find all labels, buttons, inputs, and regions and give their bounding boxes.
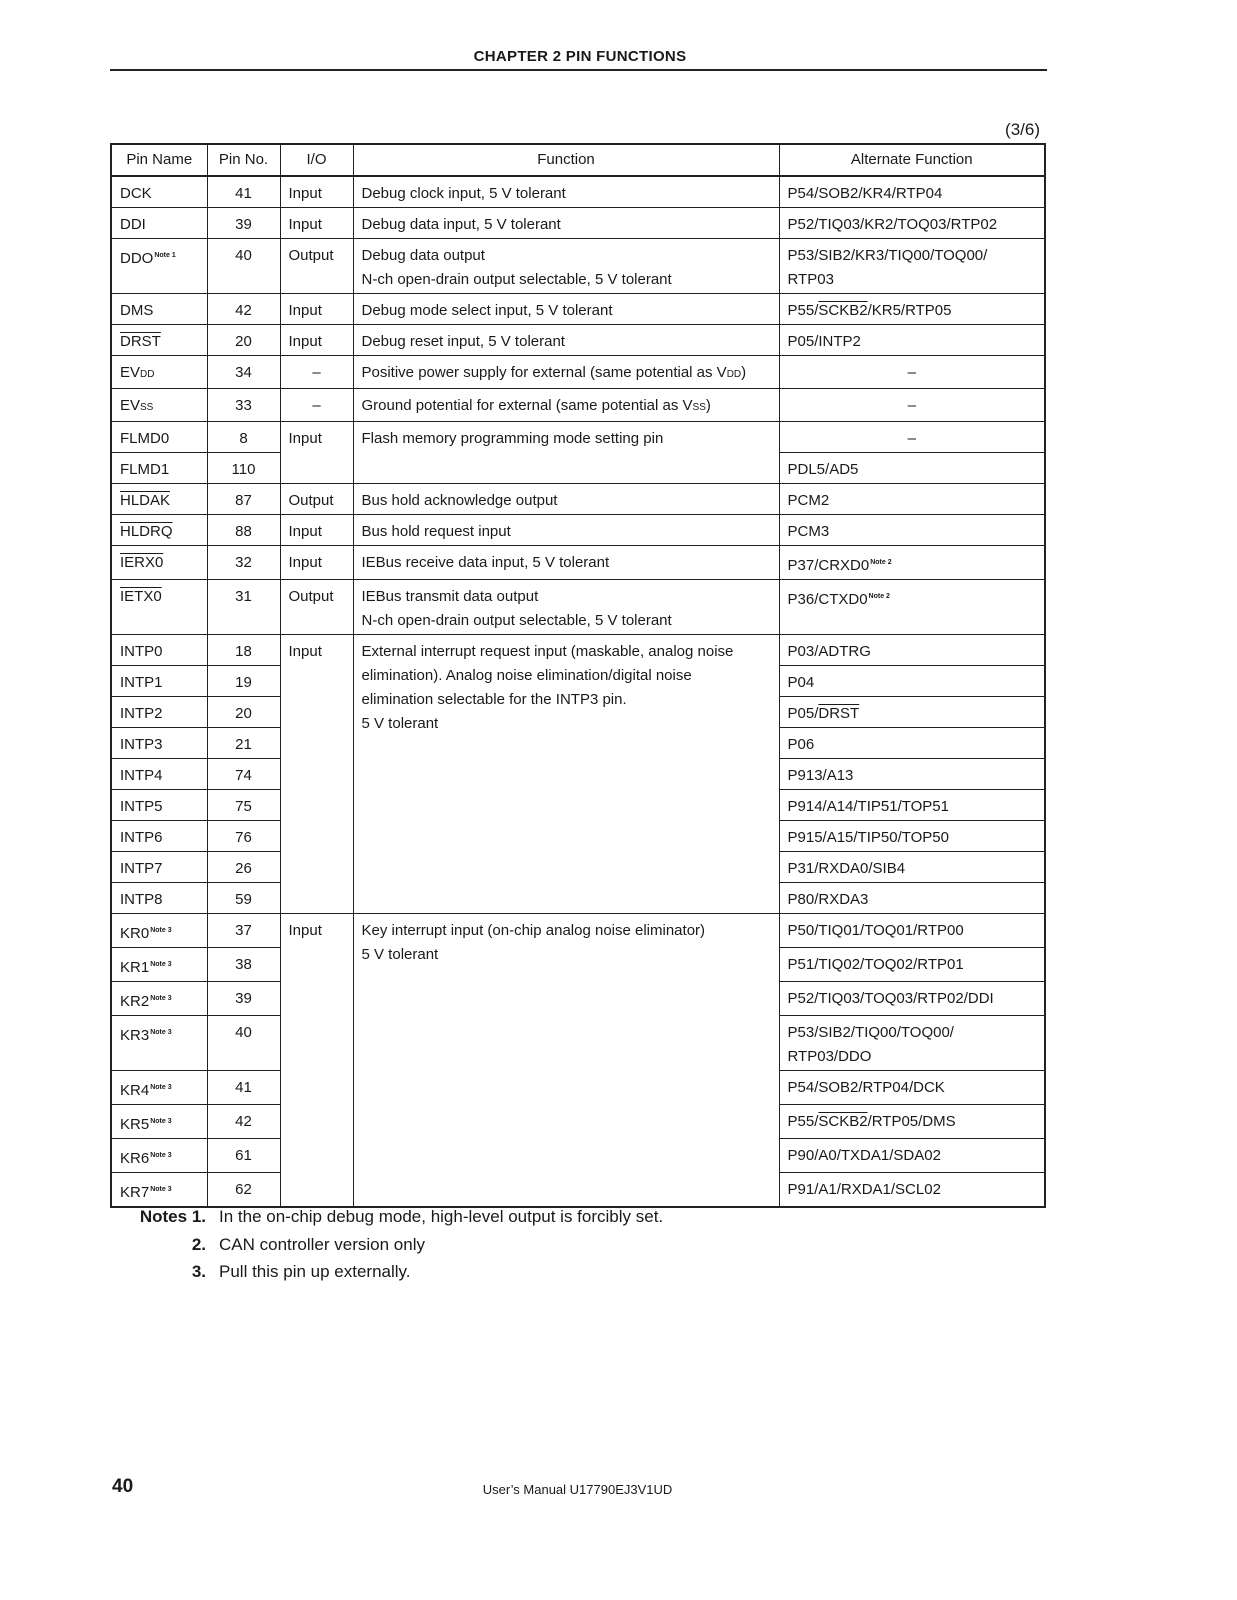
- pin-no: 18: [207, 635, 280, 666]
- pin-function: [353, 389, 779, 422]
- pin-name: FLMD0: [111, 422, 207, 453]
- pin-name: INTP4: [111, 759, 207, 790]
- pin-name-overline: HLDAK: [120, 492, 171, 509]
- table-row: [111, 208, 1045, 239]
- pin-alt: [779, 239, 1045, 294]
- notes-section: [137, 1203, 663, 1286]
- pin-alt: P91/A1/RXDA1/SCL02: [779, 1173, 1045, 1208]
- pin-io: Input: [280, 546, 353, 580]
- pin-no: 87: [207, 484, 280, 515]
- pin-name: [111, 1139, 207, 1173]
- table-row: [111, 325, 1045, 356]
- col-pin-name: Pin Name: [111, 144, 207, 176]
- pin-function: [353, 580, 779, 635]
- alt-line: RTP03/DDO: [787, 1048, 872, 1065]
- table-row: [111, 515, 1045, 546]
- pin-no: 40: [207, 239, 280, 294]
- notes-label: [137, 1203, 219, 1231]
- pin-alt: –: [779, 389, 1045, 422]
- function-part: ): [705, 397, 711, 414]
- pin-alt: P913/A13: [779, 759, 1045, 790]
- pin-name: [111, 982, 207, 1016]
- pin-function: Bus hold acknowledge output: [353, 484, 779, 515]
- pin-io: –: [280, 389, 353, 422]
- pin-no: 19: [207, 666, 280, 697]
- function-line: N-ch open-drain output selectable, 5 V tolerant: [361, 612, 672, 629]
- pin-no: 20: [207, 697, 280, 728]
- pin-name-text: EV: [120, 364, 141, 381]
- note-ref: Note 2: [870, 559, 892, 566]
- pin-io: Input: [280, 208, 353, 239]
- alt-part: P05/: [787, 705, 819, 722]
- pin-alt: P31/RXDA0/SIB4: [779, 852, 1045, 883]
- pin-io: –: [280, 356, 353, 389]
- col-function: Function: [353, 144, 779, 176]
- pin-io: Output: [280, 239, 353, 294]
- pin-name: [111, 1071, 207, 1105]
- pin-no: 41: [207, 176, 280, 208]
- pin-alt: PCM3: [779, 515, 1045, 546]
- pin-alt: [779, 580, 1045, 635]
- alt-part-overline: SCKB2: [818, 302, 868, 319]
- pin-name: INTP8: [111, 883, 207, 914]
- function-line: elimination selectable for the INTP3 pin.: [361, 691, 627, 708]
- pin-name: INTP1: [111, 666, 207, 697]
- pin-name: [111, 325, 207, 356]
- function-sub: DD: [726, 369, 742, 380]
- pin-no: 39: [207, 208, 280, 239]
- pin-no: 76: [207, 821, 280, 852]
- pin-io: Input: [280, 294, 353, 325]
- note-text: CAN controller version only: [219, 1234, 425, 1254]
- pin-name-text: KR1: [120, 959, 150, 976]
- note-ref: Note 3: [150, 1186, 172, 1193]
- pin-name: DDI: [111, 208, 207, 239]
- pin-name-text: KR0: [120, 925, 150, 942]
- function-line: 5 V tolerant: [361, 946, 439, 963]
- function-part: ): [741, 364, 747, 381]
- pin-alt: [779, 294, 1045, 325]
- table-page-index: (3/6): [1005, 120, 1040, 139]
- pin-name: [111, 389, 207, 422]
- note-ref: Note 3: [150, 961, 172, 968]
- note-ref: Note 3: [150, 1118, 172, 1125]
- pin-alt: PDL5/AD5: [779, 453, 1045, 484]
- pin-no: 42: [207, 294, 280, 325]
- pin-function: Debug data input, 5 V tolerant: [353, 208, 779, 239]
- pin-io: Input: [280, 515, 353, 546]
- pin-name-text: KR5: [120, 1116, 150, 1133]
- note-item: [137, 1231, 663, 1259]
- alt-line: RTP03: [787, 271, 834, 288]
- function-sub: SS: [692, 402, 706, 413]
- pin-name-overline: HLDRQ: [120, 523, 173, 540]
- pin-name: [111, 356, 207, 389]
- function-line: elimination). Analog noise elimination/digital noise: [361, 667, 692, 684]
- table-row: [111, 546, 1045, 580]
- function-part: Positive power supply for external (same potential as V: [361, 364, 727, 381]
- pin-name: DMS: [111, 294, 207, 325]
- function-line: Debug data output: [361, 247, 485, 264]
- pin-name: INTP3: [111, 728, 207, 759]
- pin-name-sub: SS: [140, 402, 154, 413]
- pin-alt: P05/INTP2: [779, 325, 1045, 356]
- pin-function: [353, 635, 779, 914]
- pin-name-text: EV: [120, 397, 141, 414]
- pin-no: 61: [207, 1139, 280, 1173]
- pin-alt: P90/A0/TXDA1/SDA02: [779, 1139, 1045, 1173]
- pin-alt: P50/TIQ01/TOQ01/RTP00: [779, 914, 1045, 948]
- pin-no: 33: [207, 389, 280, 422]
- pin-name-overline: DRST: [120, 333, 161, 350]
- pin-no: 75: [207, 790, 280, 821]
- pin-io: Input: [280, 422, 353, 484]
- table-row: [111, 635, 1045, 666]
- pin-name: INTP6: [111, 821, 207, 852]
- function-line: External interrupt request input (maskable, analog noise: [361, 643, 734, 660]
- pin-io: Input: [280, 914, 353, 1208]
- alt-part-overline: SCKB2: [818, 1113, 868, 1130]
- note-item: [137, 1258, 663, 1286]
- pin-no: 38: [207, 948, 280, 982]
- pin-io: Input: [280, 635, 353, 914]
- function-part: Ground potential for external (same potential as V: [361, 397, 693, 414]
- pin-name: [111, 580, 207, 635]
- pin-name: INTP0: [111, 635, 207, 666]
- pin-no: 21: [207, 728, 280, 759]
- pin-alt: P915/A15/TIP50/TOP50: [779, 821, 1045, 852]
- note-number: 2.: [191, 1234, 206, 1254]
- note-ref: Note 3: [150, 1084, 172, 1091]
- table-row: [111, 914, 1045, 948]
- pin-name-overline: IETX0: [120, 588, 162, 605]
- pin-name: [111, 484, 207, 515]
- pin-no: 34: [207, 356, 280, 389]
- pin-function: [353, 914, 779, 1208]
- pin-alt: P52/TIQ03/KR2/TOQ03/RTP02: [779, 208, 1045, 239]
- pin-name-text: KR4: [120, 1082, 150, 1099]
- alt-text: P36/CTXD0: [787, 591, 868, 608]
- pin-alt: P06: [779, 728, 1045, 759]
- table-row: [111, 484, 1045, 515]
- pin-name-text: KR7: [120, 1184, 150, 1201]
- pin-function: Debug reset input, 5 V tolerant: [353, 325, 779, 356]
- pin-name: [111, 239, 207, 294]
- pin-function: [353, 356, 779, 389]
- table-header-row: [111, 144, 1045, 176]
- pin-alt: [779, 1016, 1045, 1071]
- pin-no: 8: [207, 422, 280, 453]
- note-number: 1.: [191, 1207, 206, 1226]
- pin-name: [111, 515, 207, 546]
- pin-io: Output: [280, 484, 353, 515]
- pin-function: IEBus receive data input, 5 V tolerant: [353, 546, 779, 580]
- alt-part-overline: DRST: [818, 705, 860, 722]
- pin-name-text: KR3: [120, 1027, 150, 1044]
- manual-id: User’s Manual U17790EJ3V1UD: [482, 1482, 673, 1497]
- note-ref: Note 3: [150, 1152, 172, 1159]
- pin-alt: P03/ADTRG: [779, 635, 1045, 666]
- pin-name-text: DDO: [120, 250, 154, 267]
- pin-no: 88: [207, 515, 280, 546]
- pin-alt: –: [779, 356, 1045, 389]
- pin-alt: P51/TIQ02/TOQ02/RTP01: [779, 948, 1045, 982]
- alt-part: /RTP05/DMS: [867, 1113, 956, 1130]
- note-ref: Note 2: [868, 593, 890, 600]
- pin-name: [111, 546, 207, 580]
- note-ref: Note 3: [150, 995, 172, 1002]
- function-line: Key interrupt input (on-chip analog noise eliminator): [361, 922, 706, 939]
- table-row: [111, 239, 1045, 294]
- pin-no: 41: [207, 1071, 280, 1105]
- notes-heading: Notes: [139, 1207, 188, 1226]
- pin-alt: [779, 546, 1045, 580]
- header-rule: [110, 69, 1047, 71]
- pin-name: [111, 1173, 207, 1208]
- pin-no: 110: [207, 453, 280, 484]
- table-row: [111, 176, 1045, 208]
- page-number: 40: [112, 1476, 134, 1497]
- pin-alt: P04: [779, 666, 1045, 697]
- table-row: [111, 294, 1045, 325]
- pin-name: INTP2: [111, 697, 207, 728]
- pin-function: Debug clock input, 5 V tolerant: [353, 176, 779, 208]
- chapter-header: CHAPTER 2 PIN FUNCTIONS: [473, 48, 687, 65]
- note-ref: Note 3: [150, 1029, 172, 1036]
- note-text: Pull this pin up externally.: [219, 1262, 411, 1281]
- pin-alt: P914/A14/TIP51/TOP51: [779, 790, 1045, 821]
- pin-function: Bus hold request input: [353, 515, 779, 546]
- alt-line: P53/SIB2/TIQ00/TOQ00/: [787, 1024, 954, 1041]
- function-line: 5 V tolerant: [361, 715, 439, 732]
- alt-line: P53/SIB2/KR3/TIQ00/TOQ00/: [787, 247, 988, 264]
- pin-name-overline: IERX0: [120, 554, 164, 571]
- note-number: 3.: [191, 1262, 206, 1281]
- pin-name: [111, 1105, 207, 1139]
- table-row: [111, 422, 1045, 453]
- pin-no: 74: [207, 759, 280, 790]
- pin-no: 31: [207, 580, 280, 635]
- alt-part: P55/: [787, 1113, 819, 1130]
- alt-part: /KR5/RTP05: [867, 302, 952, 319]
- function-line: IEBus transmit data output: [361, 588, 539, 605]
- pin-name: [111, 914, 207, 948]
- pin-no: 20: [207, 325, 280, 356]
- pin-no: 42: [207, 1105, 280, 1139]
- pin-no: 39: [207, 982, 280, 1016]
- pin-function: Flash memory programming mode setting pin: [353, 422, 779, 484]
- pin-io: Input: [280, 176, 353, 208]
- pin-alt: P80/RXDA3: [779, 883, 1045, 914]
- table-row: [111, 580, 1045, 635]
- note-ref: Note 1: [154, 252, 176, 259]
- note-ref: Note 3: [150, 927, 172, 934]
- pin-no: 26: [207, 852, 280, 883]
- pin-name: DCK: [111, 176, 207, 208]
- table-row: [111, 356, 1045, 389]
- pin-alt: PCM2: [779, 484, 1045, 515]
- alt-part: P55/: [787, 302, 819, 319]
- pin-alt: P54/SOB2/RTP04/DCK: [779, 1071, 1045, 1105]
- pin-name-text: KR2: [120, 993, 150, 1010]
- col-io: I/O: [280, 144, 353, 176]
- pin-name: [111, 1016, 207, 1071]
- table-row: [111, 389, 1045, 422]
- pin-function-table: [110, 143, 1046, 1208]
- note-text: In the on-chip debug mode, high-level output is forcibly set.: [219, 1207, 664, 1226]
- pin-function: [353, 239, 779, 294]
- note-item: [137, 1203, 663, 1231]
- pin-no: 40: [207, 1016, 280, 1071]
- pin-alt: [779, 1105, 1045, 1139]
- function-line: N-ch open-drain output selectable, 5 V tolerant: [361, 271, 672, 288]
- pin-no: 62: [207, 1173, 280, 1208]
- pin-io: Input: [280, 325, 353, 356]
- pin-name: [111, 948, 207, 982]
- pin-alt: [779, 697, 1045, 728]
- pin-no: 59: [207, 883, 280, 914]
- pin-no: 37: [207, 914, 280, 948]
- pin-name: FLMD1: [111, 453, 207, 484]
- pin-name-text: KR6: [120, 1150, 150, 1167]
- pin-name: INTP7: [111, 852, 207, 883]
- pin-no: 32: [207, 546, 280, 580]
- pin-name: INTP5: [111, 790, 207, 821]
- pin-alt: P52/TIQ03/TOQ03/RTP02/DDI: [779, 982, 1045, 1016]
- pin-alt: P54/SOB2/KR4/RTP04: [779, 176, 1045, 208]
- col-alternate-function: Alternate Function: [779, 144, 1045, 176]
- pin-function: Debug mode select input, 5 V tolerant: [353, 294, 779, 325]
- alt-text: P37/CRXD0: [787, 557, 870, 574]
- col-pin-no: Pin No.: [207, 144, 280, 176]
- pin-io: Output: [280, 580, 353, 635]
- pin-name-sub: DD: [140, 369, 155, 380]
- pin-alt: –: [779, 422, 1045, 453]
